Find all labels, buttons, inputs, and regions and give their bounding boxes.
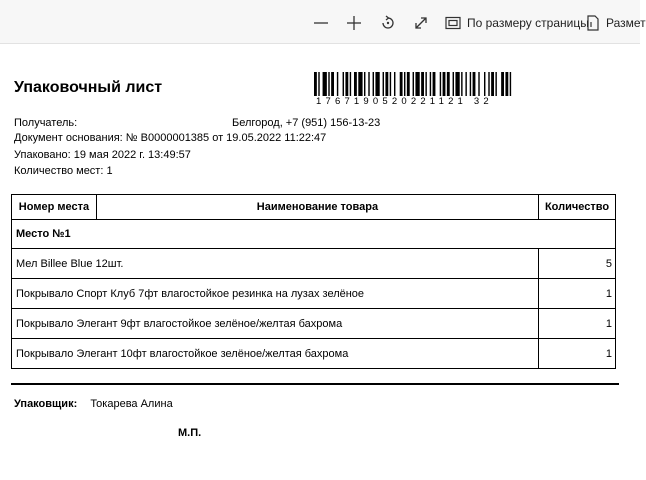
stamp-placeholder: М.П. — [178, 427, 202, 439]
rotate-button[interactable] — [376, 9, 400, 37]
place-row — [12, 220, 616, 249]
basis-document: Документ основания: № В0000001385 от 19.05.2022 11:22:47 — [14, 132, 327, 144]
table-row — [12, 339, 616, 369]
table-row — [12, 249, 616, 279]
divider-line — [11, 383, 619, 385]
column-header-place: Номер места — [12, 195, 97, 220]
table-header-row — [12, 195, 616, 220]
fullscreen-icon — [413, 15, 429, 31]
item-qty: 1 — [539, 309, 616, 339]
fit-page-label: По размеру страницы — [467, 16, 589, 30]
rotate-icon — [380, 15, 396, 31]
item-qty: 5 — [539, 249, 616, 279]
places-count: Количество мест: 1 — [14, 165, 113, 177]
barcode-digits: 1767190520221121 32 — [316, 96, 493, 107]
packer-line — [14, 398, 173, 410]
table-row — [12, 279, 616, 309]
document-title: Упаковочный лист — [14, 79, 163, 96]
zoom-out-button[interactable] — [309, 9, 333, 37]
packer-name: Токарева Алина — [90, 398, 173, 410]
item-name: Покрывало Спорт Клуб 7фт влагостойкое резинка на лузах зелёное — [12, 279, 539, 309]
item-qty: 1 — [539, 339, 616, 369]
page-size-label: Размет — [606, 16, 646, 30]
item-qty: 1 — [539, 279, 616, 309]
packer-label: Упаковщик: — [14, 398, 78, 410]
fullscreen-button[interactable] — [409, 9, 433, 37]
item-name: Покрывало Элегант 10фт влагостойкое зелёное/желтая бахрома — [12, 339, 539, 369]
page-size-button[interactable] — [586, 9, 646, 37]
barcode-image — [314, 72, 514, 96]
column-header-name: Наименование товара — [96, 195, 538, 220]
page-size-icon — [586, 15, 600, 31]
item-name: Покрывало Элегант 9фт влагостойкое зелёное/желтая бахрома — [12, 309, 539, 339]
table-row — [12, 309, 616, 339]
fit-page-icon — [445, 16, 461, 30]
zoom-in-button[interactable] — [342, 9, 366, 37]
item-name: Мел Billee Blue 12шт. — [12, 249, 539, 279]
plus-icon — [346, 15, 362, 31]
place-label: Место №1 — [12, 220, 616, 249]
fit-page-button[interactable] — [445, 9, 589, 37]
packed-date: Упаковано: 19 мая 2022 г. 13:49:57 — [14, 149, 191, 161]
items-table — [11, 194, 616, 369]
minus-icon — [313, 15, 329, 31]
viewer-toolbar — [0, 0, 646, 44]
column-header-qty: Количество — [539, 195, 616, 220]
recipient-label: Получатель: — [14, 117, 78, 129]
recipient-value: Белгород, +7 (951) 156-13-23 — [232, 117, 381, 129]
